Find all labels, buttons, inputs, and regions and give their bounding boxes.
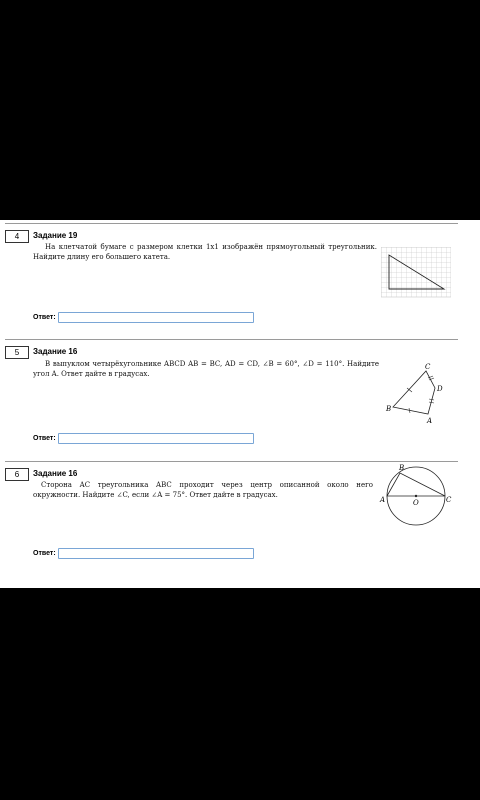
task-text: В выпуклом четырёхугольнике ABCD AB = BC, AD = CD, ∠B = 60°, ∠D = 110°. Найдите угол A. Ответ дайте в градусах. (33, 360, 379, 378)
task-title: Задание 16 (33, 347, 78, 356)
center-point (415, 495, 417, 497)
triangle-abc (387, 473, 445, 496)
task-text: На клетчатой бумаге с размером клетки 1x1 изображён прямоугольный треугольник. Найдите длину его большего катета. (33, 243, 377, 261)
task-text: Сторона AC треугольника ABC проходит через центр описанной около него окружности. Найдите ∠C, если ∠A = 75°. Ответ дайте в градусах. (33, 481, 373, 499)
task-number: 6 (5, 468, 29, 481)
answer-input[interactable] (58, 548, 254, 559)
answer-label: Ответ: (33, 550, 56, 557)
task-title: Задание 19 (33, 231, 78, 240)
answer-label: Ответ: (33, 314, 56, 321)
answer-input[interactable] (58, 433, 254, 444)
point-label-b: B (399, 464, 405, 472)
point-label-c: C (446, 496, 452, 504)
circle-triangle-figure (378, 459, 458, 531)
worksheet (0, 220, 480, 588)
task-title: Задание 16 (33, 469, 78, 478)
point-label-d: D (437, 385, 443, 393)
point-label-c: C (425, 363, 431, 371)
divider (5, 223, 458, 224)
point-label-b: B (386, 405, 392, 413)
answer-input[interactable] (58, 312, 254, 323)
point-label-a: A (427, 417, 433, 425)
point-label-o: O (413, 499, 419, 507)
task-number: 4 (5, 230, 29, 243)
task-number: 5 (5, 346, 29, 359)
point-label-a: A (380, 496, 386, 504)
grid-triangle-figure (381, 247, 451, 299)
divider (5, 339, 458, 340)
quadrilateral-figure (383, 361, 453, 427)
answer-label: Ответ: (33, 435, 56, 442)
